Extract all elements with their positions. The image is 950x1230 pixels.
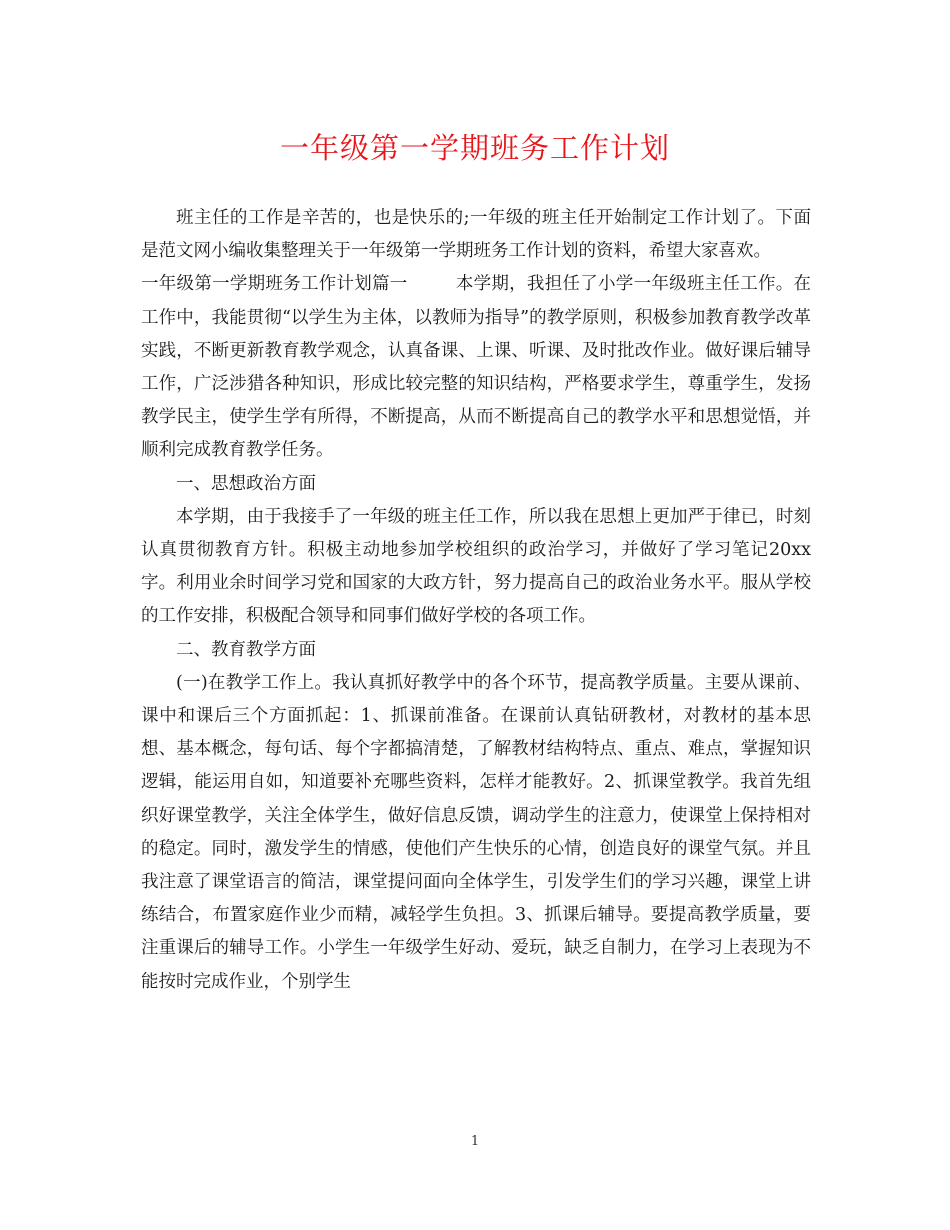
section-text: 作。在工作中，我能贯彻“以学生为主体，以教师为指导”的教学原则，积极参加教育教学改革实践，不断更新教育教学观念，认真备课、上课、听课、及时批改作业。做好课后辅导工作，广泛涉猎各种知识，形成比较完整的知识结构，严格要求学生，尊重学生，发扬教学民主，使学生学有所得，不断提高，从而不断提高自己的教学水平和思想觉悟，并顺利完成教育教学任务。 [141, 274, 812, 461]
document-body [141, 202, 811, 999]
heading-politics: 一、思想政治方面 [176, 473, 316, 494]
section-title-text: 一年级第一学期班务工作计划篇一 [141, 274, 408, 295]
section-paragraph [141, 268, 811, 467]
heading-teaching: 二、教育教学方面 [176, 639, 316, 660]
document-title: 一年级第一学期班务工作计划 [279, 131, 670, 165]
teaching-paragraph: (一)在教学工作上。我认真抓好教学中的各个环节，提高教学质量。主要从课前、课中和课后三个方面抓起：1、抓课前准备。在课前认真钻研教材，对教材的基本思想、基本概念，每句话、每个字都搞清楚，了解教材结构特点、重点、难点，掌握知识逻辑，能运用自如，知道要补充哪些资料，怎样才能教好。2、抓课堂教学。我首先组织好课堂教学，关注全体学生，做好信息反馈，调动学生的注意力，使课堂上保持相对的稳定。同时，激发学生的情感，使他们产生快乐的心情，创造良好的课堂气氛。并且我注意了课堂语言的简洁，课堂提问面向全体学生，引发学生们的学习兴趣，课堂上讲练结合，布置家庭作业少而精，减轻学生负担。3、抓课后辅导。要提高教学质量，要注重课后的辅导工作。小学生一年级学生好动、爱玩，缺乏自制力，在学习上表现为不能按时完成作业，个别学生 [141, 672, 811, 992]
intro-paragraph: 班主任的工作是辛苦的，也是快乐的;一年级的班主任开始制定工作计划了。下面是范文网小编收集整理关于一年级第一学期班务工作计划的资料，希望大家喜欢。 [141, 208, 811, 262]
politics-paragraph: 本学期，由于我接手了一年级的班主任工作，所以我在思想上更加严于律已，时刻认真贯彻教育方针。积极主动地参加学校组织的政治学习，并做好了学习笔记20xx字。利用业余时间学习党和国家的大政方针，努力提高自己的政治业务水平。服从学校的工作安排，积极配合领导和同事们做好学校的各项工作。 [141, 506, 811, 627]
section-first-line: 本学期，我担任了小学一年级班主任工 [455, 274, 758, 295]
page-number: 1 [470, 1134, 480, 1149]
section-title [141, 274, 758, 294]
